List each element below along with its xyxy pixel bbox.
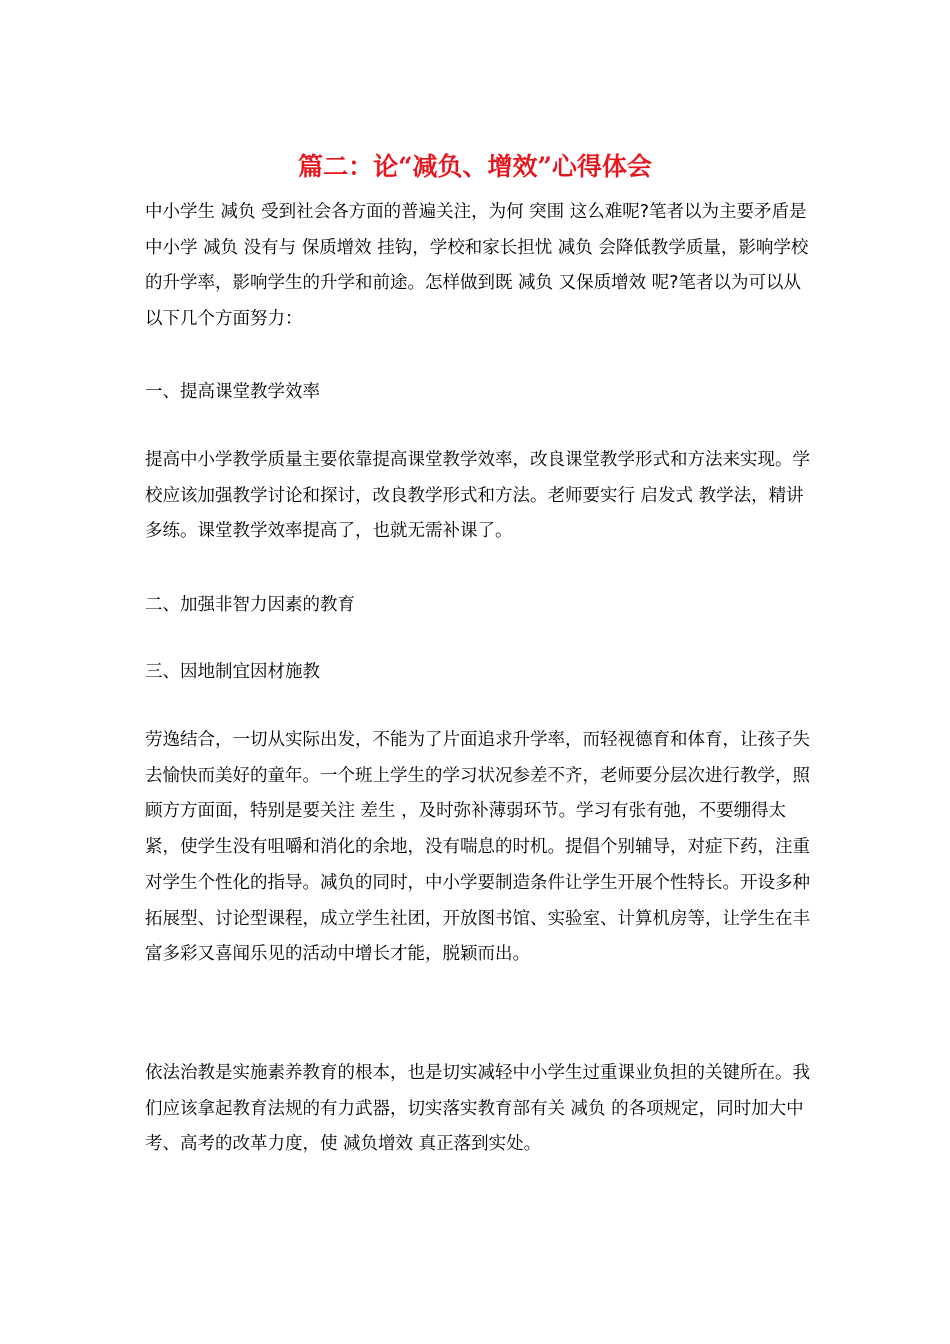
closing-paragraph: 依法治教是实施素养教育的根本，也是切实减轻中小学生过重课业负担的关键所在。我们应该拿起教育法规的有力武器，切实落实教育部有关 减负 的各项规定，同时加大中考、高考的改革力度，使 减负增效 真正落到实处。 — [145, 1063, 810, 1155]
intro-paragraph: 中小学生 减负 受到社会各方面的普遍关注，为何 突围 这么难呢?笔者以为主要矛盾是中小学 减负 没有与 保质增效 挂钩，学校和家长担忧 减负 会降低教学质量，影响学校的升学率，影响学生的升学和前途。怎样做到既 减负 又保质增效 呢?笔者以为可以从以下几个方面努力： — [145, 202, 809, 330]
section-3-paragraph: 劳逸结合，一切从实际出发，不能为了片面追求升学率，而轻视德育和体育，让孩子失去愉快而美好的童年。一个班上学生的学习状况参差不齐，老师要分层次进行教学，照顾方方面面，特别是要关注 差生 ，及时弥补薄弱环节。学习有张有弛，不要绷得太紧，使学生没有咀嚼和消化的余地，没有喘息的时机。提倡个别辅导，对症下药，注重对学生个性化的指导。减负的同时，中小学要制造条件让学生开展个性特长。开设多种拓展型、讨论型课程，成立学生社团，开放图书馆、实验室、计算机房等，让学生在丰富多彩又喜闻乐见的活动中增长才能，脱颖而出。 — [145, 730, 810, 965]
page-title: 篇二：论“减负、增效”心得体会 — [298, 152, 652, 181]
section-heading-2: 二、加强非智力因素的教育 — [145, 595, 355, 615]
section-heading-3: 三、因地制宜因材施教 — [145, 662, 320, 682]
section-1-paragraph: 提高中小学教学质量主要依靠提高课堂教学效率，改良课堂教学形式和方法来实现。学校应该加强教学讨论和探讨，改良教学形式和方法。老师要实行 启发式 教学法，精讲多练。课堂教学效率提高了，也就无需补课了。 — [145, 450, 810, 542]
section-heading-1: 一、提高课堂教学效率 — [145, 382, 320, 402]
